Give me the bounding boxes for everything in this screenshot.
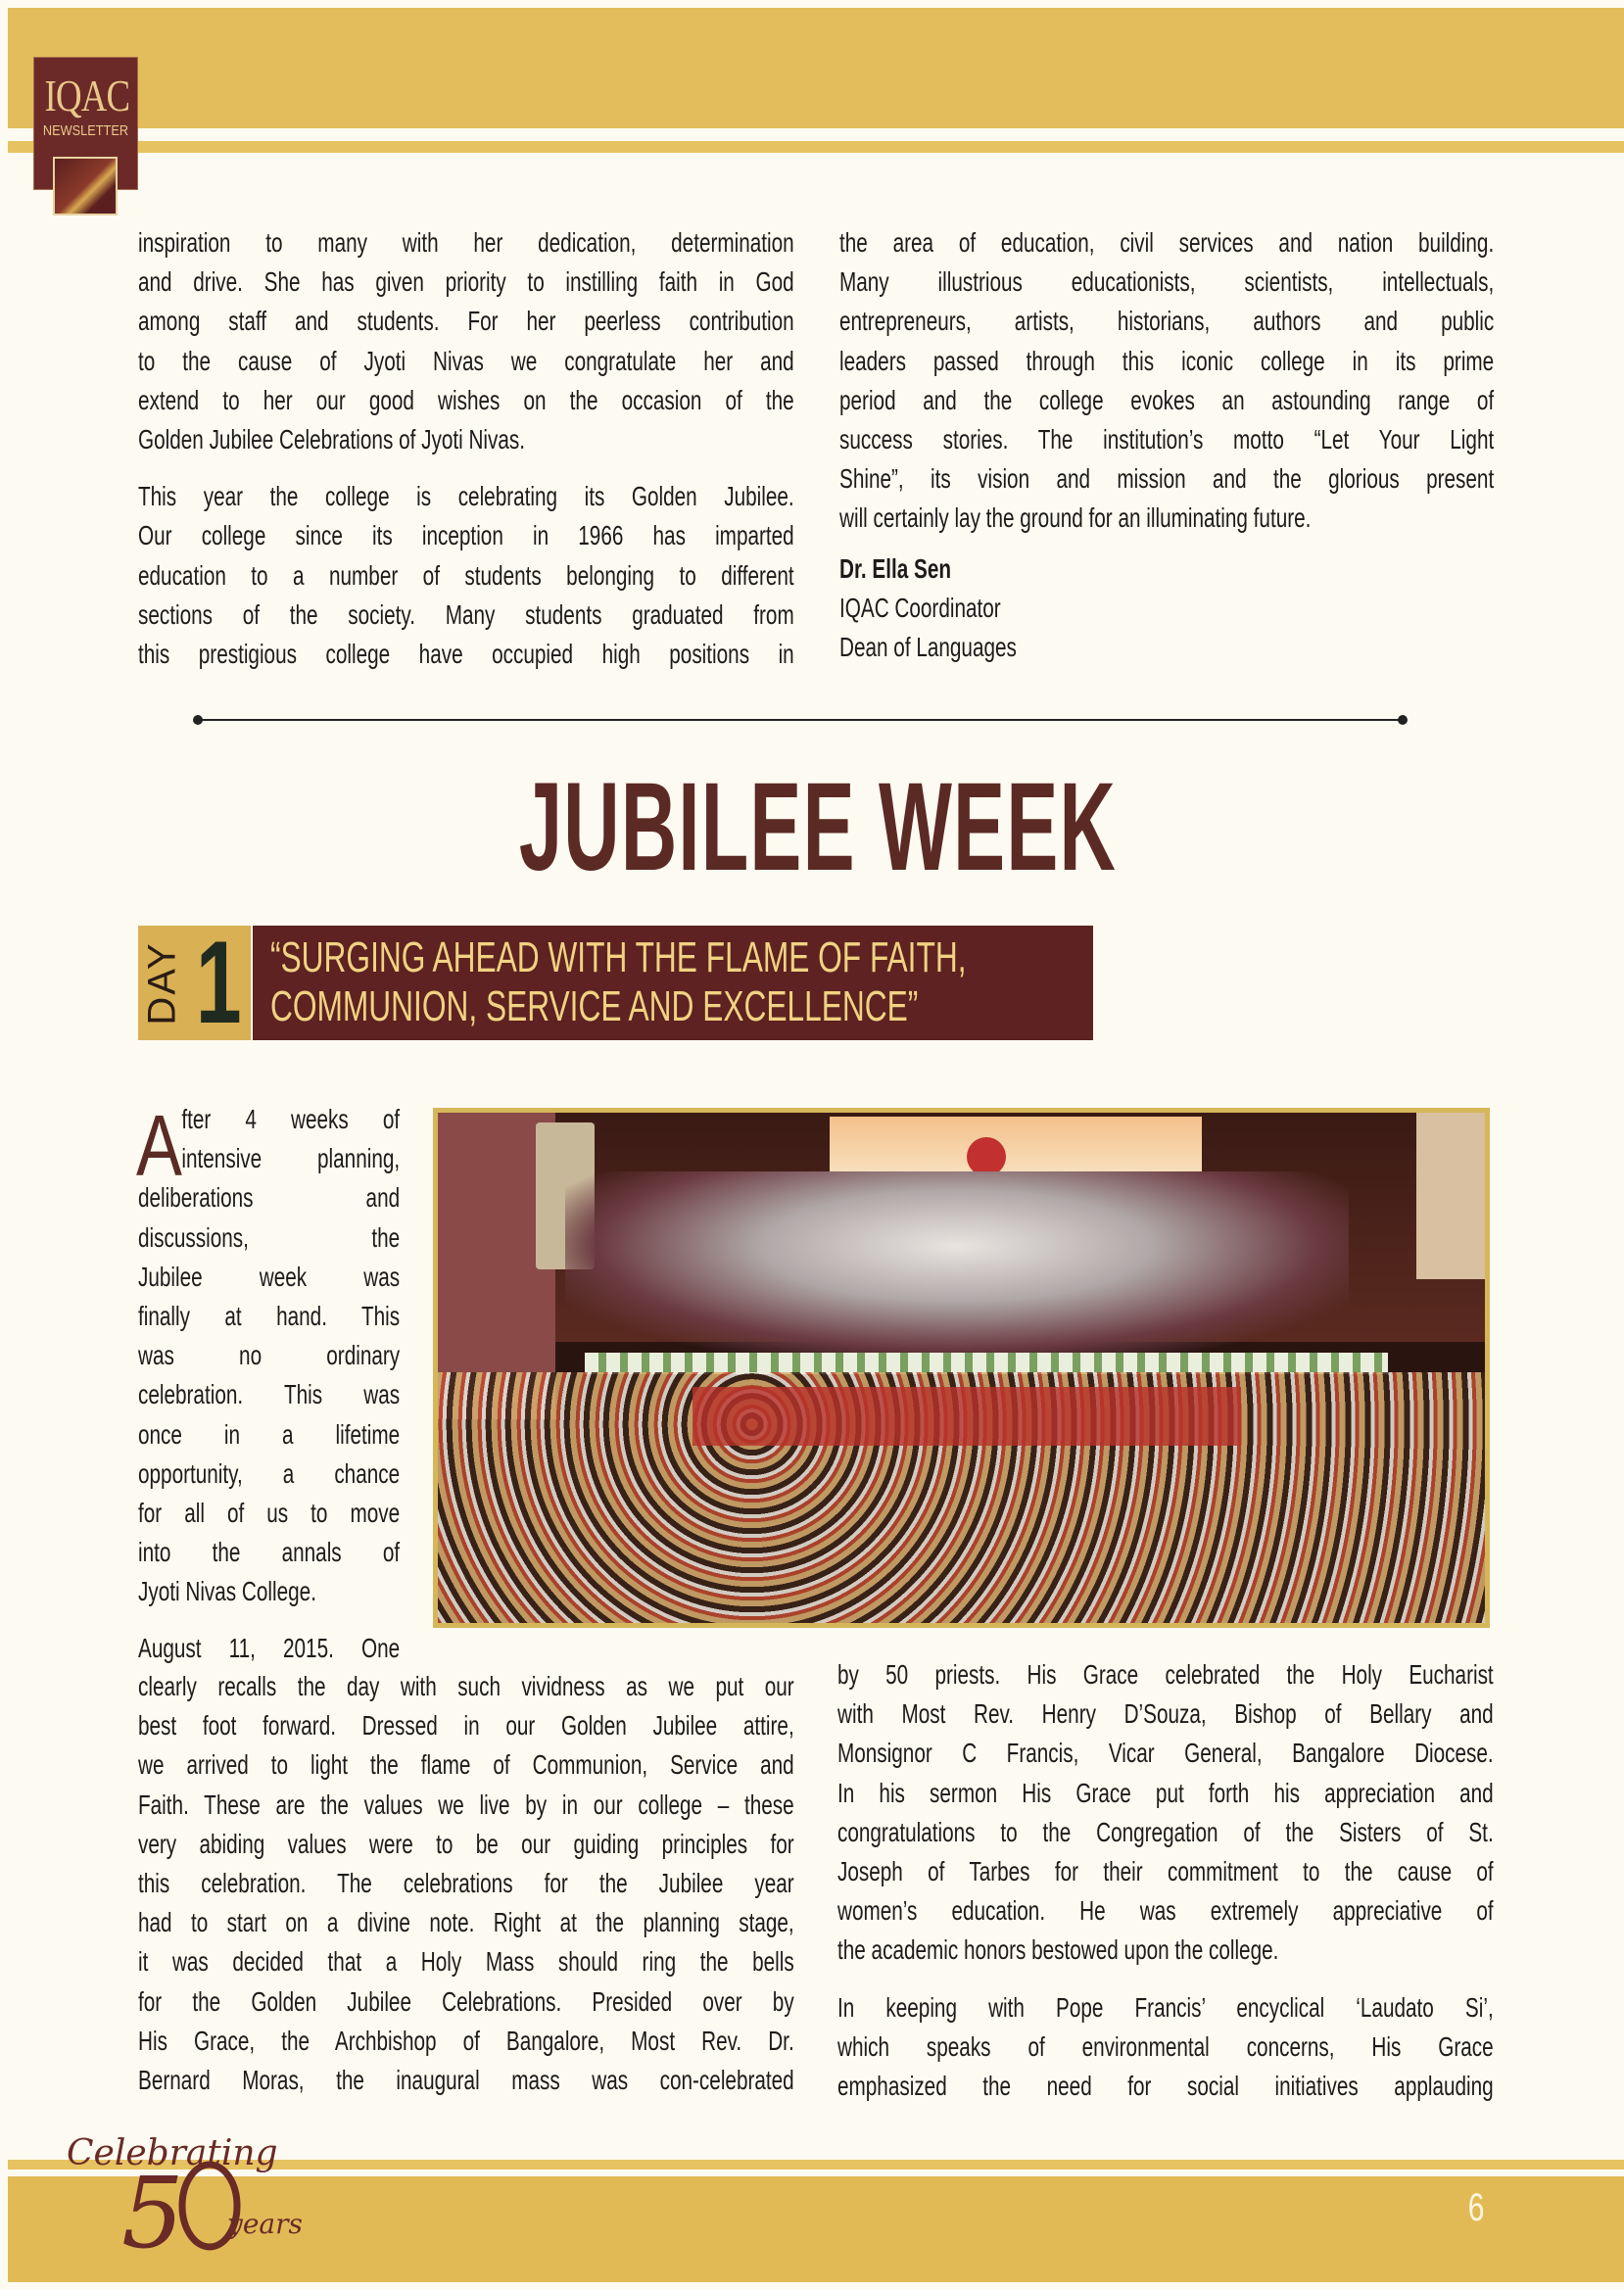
signature-dept: Dean of Languages	[839, 632, 1017, 663]
celebrating-50-years-logo	[63, 2127, 357, 2255]
day-theme-banner	[253, 926, 1093, 1040]
text-line: period and the college evokes an astounding range of	[839, 384, 1495, 415]
text-line: best foot forward. Dressed in our Golden Jubilee attire,	[138, 1710, 794, 1741]
text-line: to the cause of Jyoti Nivas we congratulate her and	[138, 345, 794, 376]
intro-left-column	[138, 223, 794, 674]
text-line: will certainly lay the ground for an illuminating future.	[839, 502, 1312, 534]
text-line: very abiding values were to be our guiding principles for	[138, 1828, 794, 1859]
text-line: August 11, 2015. One	[138, 1633, 401, 1664]
text-line: women’s education. He was extremely appreciative of	[837, 1895, 1494, 1927]
text-line: Monsignor C Francis, Vicar General, Bangalore Diocese.	[837, 1738, 1494, 1769]
text-line: sections of the society. Many students graduated from	[138, 598, 794, 630]
day-word	[138, 926, 187, 1040]
text-line: His Grace, the Archbishop of Bangalore, Most Rev. Dr.	[138, 2025, 794, 2056]
svg-text:years: years	[227, 2208, 303, 2240]
logo-title: IQAC	[44, 71, 130, 120]
text-line: was no ordinary	[138, 1340, 401, 1371]
drop-cap: A	[136, 1097, 182, 1194]
jubilee-mass-photo	[433, 1108, 1490, 1628]
text-line: Our college since its inception in 1966 has imparted	[138, 520, 794, 551]
text-line: success stories. The institution’s motto “Let Your Light	[839, 423, 1495, 454]
text-line: finally at hand. This	[138, 1300, 401, 1331]
text-line: clearly recalls the day with such vividness as we put our	[138, 1671, 794, 1701]
text-line: fter 4 weeks of	[181, 1104, 401, 1134]
text-line: opportunity, a chance	[138, 1457, 401, 1489]
text-line: and drive. She has given priority to instilling faith in God	[138, 266, 794, 298]
header-band	[8, 8, 1624, 128]
text-line: Joseph of Tarbes for their commitment to the cause of	[837, 1855, 1494, 1886]
day-theme-line: COMMUNION, SERVICE AND EXCELLENCE”	[270, 982, 919, 1030]
header-stripe	[8, 141, 1624, 153]
text-line: emphasized the need for social initiatives applauding	[837, 2070, 1494, 2101]
text-line: among staff and students. For her peerless contribution	[138, 306, 794, 337]
text-line: celebration. This was	[138, 1379, 401, 1410]
text-line: Golden Jubilee Celebrations of Jyoti Nivas.	[138, 423, 526, 454]
text-line: this prestigious college have occupied high positions in	[138, 638, 794, 669]
text-line: by 50 priests. His Grace celebrated the Holy Eucharist	[837, 1659, 1494, 1690]
text-line: education to a number of students belonging to different	[138, 559, 794, 591]
day-number: 1	[195, 917, 242, 1048]
section-title: JUBILEE WEEK	[518, 757, 1118, 897]
text-line: this celebration. The celebrations for the Jubilee year	[138, 1867, 794, 1898]
signature-block	[839, 549, 1274, 668]
text-line: In keeping with Pope Francis’ encyclical ‘Laudato Si’,	[837, 1991, 1494, 2023]
divider-dot-left	[193, 715, 203, 725]
signature-role: IQAC Coordinator	[839, 593, 1001, 624]
intro-right-column	[839, 223, 1494, 539]
text-line: Faith. These are the values we live by in our college – these	[138, 1789, 794, 1820]
article-right-column	[837, 1655, 1494, 2106]
text-line: into the annals of	[138, 1537, 401, 1568]
signature-name: Dr. Ella Sen	[839, 553, 952, 584]
text-line: Many illustrious educationists, scientists, intellectuals,	[839, 266, 1495, 298]
text-line: the area of education, civil services and nation building.	[839, 227, 1495, 258]
divider-dot-right	[1398, 715, 1408, 725]
day-word-text: DAY	[140, 940, 184, 1026]
text-line: Bernard Moras, the inaugural mass was con-celebrated	[138, 2064, 794, 2095]
text-line: discussions, the	[138, 1221, 401, 1253]
text-line: it was decided that a Holy Mass should ring the bells	[138, 1946, 794, 1978]
text-line: extend to her our good wishes on the occasion of the	[138, 384, 794, 415]
text-line: which speaks of environmental concerns, His Grace	[837, 2030, 1494, 2062]
text-line: Jubilee week was	[138, 1261, 401, 1292]
text-line: In his sermon His Grace put forth his appreciation and	[837, 1777, 1494, 1808]
text-line: had to start on a divine note. Right at the planning stage,	[138, 1907, 794, 1938]
text-line: This year the college is celebrating its Golden Jubilee.	[138, 481, 794, 512]
text-line: we arrived to light the flame of Communion, Service and	[138, 1749, 794, 1781]
text-line: for the Golden Jubilee Celebrations. Presided over by	[138, 1985, 794, 2017]
text-line: Jyoti Nivas College.	[138, 1576, 316, 1607]
text-line: the academic honors bestowed upon the college.	[837, 1934, 1279, 1966]
text-line: inspiration to many with her dedication, determination	[138, 227, 794, 258]
text-line: leaders passed through this iconic college in its prime	[839, 345, 1495, 376]
logo-flame-image	[53, 157, 118, 215]
text-line: for all of us to move	[138, 1497, 401, 1528]
text-line: once in a lifetime	[138, 1418, 401, 1450]
text-line: deliberations and	[138, 1182, 401, 1214]
text-line: congratulations to the Congregation of the Sisters of St.	[837, 1816, 1494, 1847]
page-number: 6	[1467, 2186, 1485, 2229]
article-left-column	[138, 1667, 794, 2100]
svg-text:Celebrating: Celebrating	[67, 2133, 278, 2173]
section-divider	[197, 719, 1402, 721]
logo-subtitle: NEWSLETTER	[42, 122, 129, 139]
text-line: with Most Rev. Henry D’Souza, Bishop of Bellary and	[837, 1698, 1494, 1730]
text-line: Shine”, its vision and mission and the glorious present	[839, 463, 1495, 495]
text-line: entrepreneurs, artists, historians, authors and public	[839, 306, 1495, 337]
text-line: intensive planning,	[181, 1143, 401, 1174]
day-theme-line: “SURGING AHEAD WITH THE FLAME OF FAITH,	[270, 933, 967, 981]
svg-text:5: 5	[121, 2156, 184, 2255]
article-narrow-column	[136, 1097, 401, 1669]
